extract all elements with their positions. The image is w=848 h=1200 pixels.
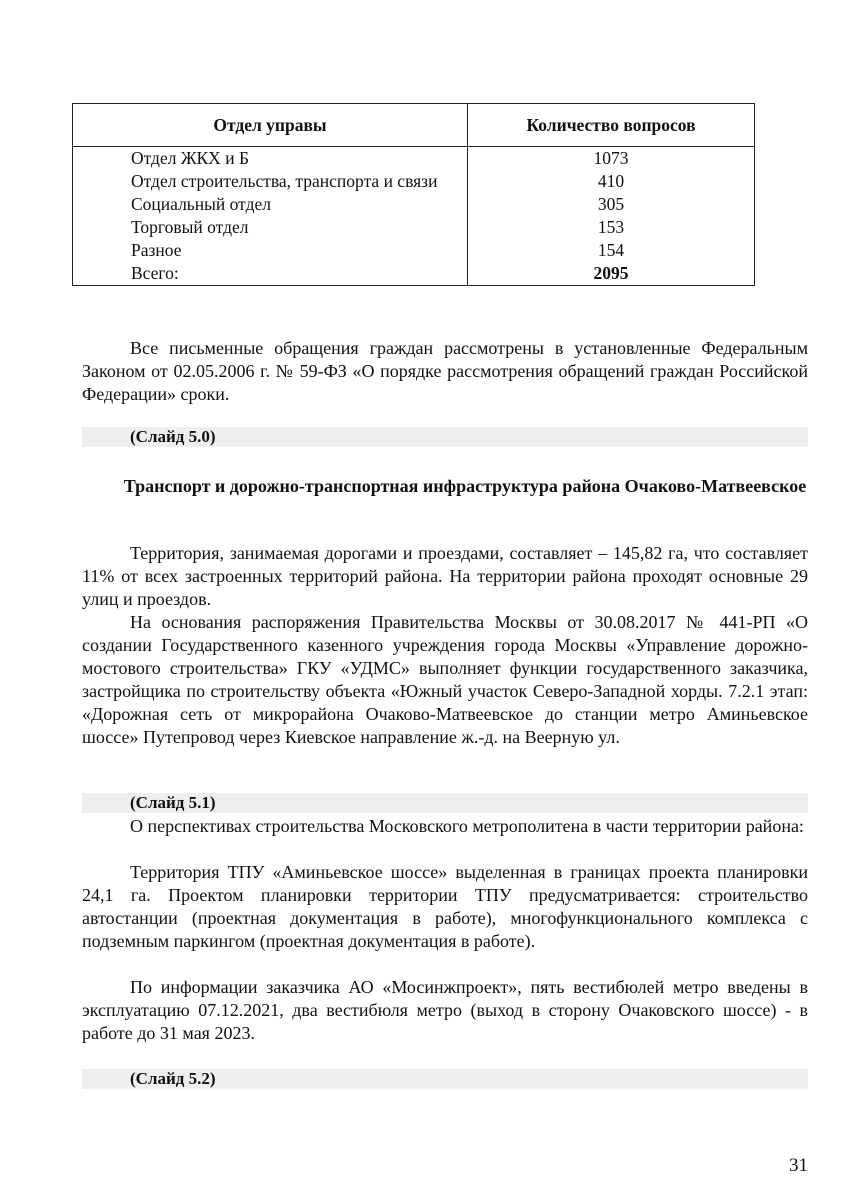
slide-marker-5-0 (82, 427, 808, 447)
table-row (73, 170, 755, 193)
paragraph-tpu: Территория ТПУ «Аминьевское шоссе» выделенная в границах проекта планировки 24,1 га. Проектом планировки территории ТПУ предусматривается: строительство автостанции (проектная документация в работе), многофункционального комплекса с подземным паркингом (проектная документация в работе). (82, 862, 808, 951)
department-cell: Разное (73, 239, 468, 262)
table-row (73, 193, 755, 216)
paragraph-order: На основания распоряжения Правительства Москвы от 30.08.2017 № 441-РП «О создании Государственного казенного учреждения города Москвы «Управление дорожно-мостового строительства» ГКУ «УДМС» выполняет функции государственного заказчика, застройщика по строительству объекта «Южный участок Северо-Западной хорды. 7.2.1 этап: «Дорожная сеть от микрорайона Очаково-Матвеевское до станции метро Аминьевское шоссе» Путепровод через Киевское направление ж.-д. на Веерную ул. (82, 612, 808, 747)
page-number: 31 (789, 1155, 808, 1176)
slide-marker-5-2 (82, 1069, 808, 1089)
count-cell: 153 (468, 216, 755, 239)
department-cell: Отдел ЖКХ и Б (73, 147, 468, 171)
slide-marker-5-1 (82, 793, 808, 813)
table-header-count: Количество вопросов (468, 104, 755, 147)
slide-label: (Слайд 5.2) (130, 1069, 216, 1088)
table-header-department: Отдел управы (73, 104, 468, 147)
count-cell: 305 (468, 193, 755, 216)
slide-label: (Слайд 5.0) (130, 427, 216, 446)
paragraph-mosinzhproekt: По информации заказчика АО «Мосинжпроект», пять вестибюлей метро введены в эксплуатацию 07.12.2021, два вестибюля метро (выход в сторону Очаковского шоссе) - в работе до 31 мая 2023. (82, 977, 808, 1043)
paragraph-metro: О перспективах строительства Московского метрополитена в части территории района: (130, 816, 804, 836)
total-label: Всего: (73, 262, 468, 286)
slide-label: (Слайд 5.1) (130, 793, 216, 812)
paragraph-territory: Территория, занимаемая дорогами и проездами, составляет – 145,82 га, что составляет 11% от всех застроенных территорий района. На территории района проходят основные 29 улиц и проездов. (82, 543, 808, 609)
table-header-row (73, 104, 755, 147)
table-row (73, 147, 755, 171)
table-row (73, 216, 755, 239)
count-cell: 154 (468, 239, 755, 262)
count-cell: 410 (468, 170, 755, 193)
department-cell: Торговый отдел (73, 216, 468, 239)
table-total-row (73, 262, 755, 286)
count-cell: 1073 (468, 147, 755, 171)
table-row (73, 239, 755, 262)
section-heading: Транспорт и дорожно-транспортная инфраструктура района Очаково-Матвеевское (123, 476, 807, 496)
department-cell: Социальный отдел (73, 193, 468, 216)
questions-table (72, 103, 755, 286)
total-value (468, 262, 755, 286)
total-value-text: 2095 (593, 263, 629, 283)
department-cell: Отдел строительства, транспорта и связи (73, 170, 468, 193)
paragraph-letters: Все письменные обращения граждан рассмотрены в установленные Федеральным Законом от 02.05.2006 г. № 59-ФЗ «О порядке рассмотрения обращений граждан Российской Федерации» сроки. (82, 338, 808, 404)
